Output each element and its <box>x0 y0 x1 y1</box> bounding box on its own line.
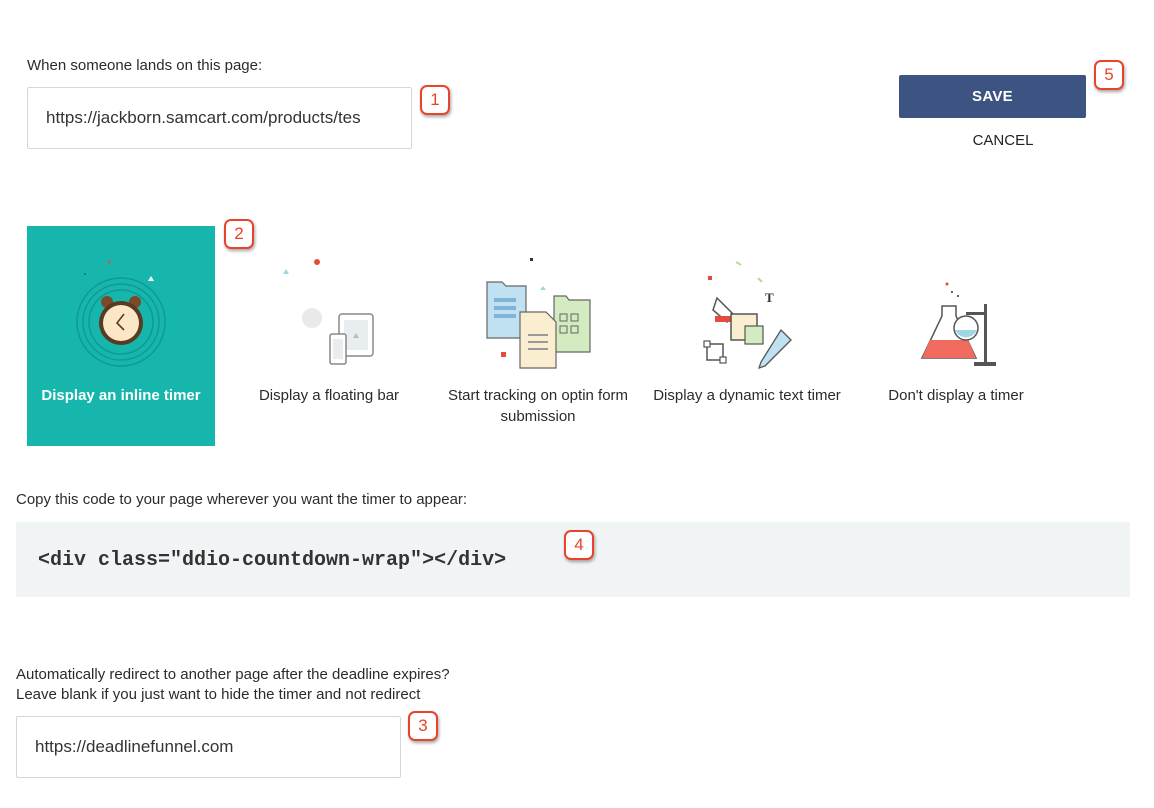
lab-flask-icon <box>862 226 1050 386</box>
svg-text:T: T <box>765 290 774 305</box>
annotation-badge-2: 2 <box>224 219 254 249</box>
option-floating-bar[interactable] <box>235 226 423 446</box>
annotation-badge-3: 3 <box>408 711 438 741</box>
option-no-timer[interactable] <box>862 226 1050 446</box>
alarm-clock-icon <box>27 226 215 386</box>
redirect-label-line2: Leave blank if you just want to hide the timer and not redirect <box>16 686 421 703</box>
annotation-badge-5: 5 <box>1094 60 1124 90</box>
option-dynamic-text[interactable] <box>653 226 841 446</box>
landing-url-input[interactable] <box>27 87 412 149</box>
cancel-button[interactable]: CANCEL <box>943 128 1063 152</box>
option-label: Don't display a timer <box>888 387 1024 404</box>
option-optin-tracking[interactable] <box>444 226 632 446</box>
embed-code-snippet[interactable]: <div class="ddio-countdown-wrap"></div> <box>38 549 507 572</box>
landing-url-label: When someone lands on this page: <box>27 57 263 74</box>
redirect-url-input[interactable] <box>16 716 401 778</box>
option-inline-timer[interactable] <box>27 226 215 446</box>
folders-documents-icon <box>444 226 632 386</box>
annotation-badge-1: 1 <box>420 85 450 115</box>
option-label: Display a dynamic text timer <box>653 387 841 404</box>
tablet-phone-icon <box>235 226 423 386</box>
redirect-label-line1: Automatically redirect to another page after the deadline expires? <box>16 666 450 683</box>
save-button[interactable]: SAVE <box>899 75 1086 118</box>
pen-tool-text-icon <box>653 226 841 386</box>
annotation-badge-4: 4 <box>564 530 594 560</box>
option-label: Start tracking on optin form submission <box>447 387 629 425</box>
code-instructions-label: Copy this code to your page wherever you want the timer to appear: <box>16 491 468 508</box>
option-label: Display a floating bar <box>258 387 400 404</box>
option-label: Display an inline timer <box>41 387 201 404</box>
